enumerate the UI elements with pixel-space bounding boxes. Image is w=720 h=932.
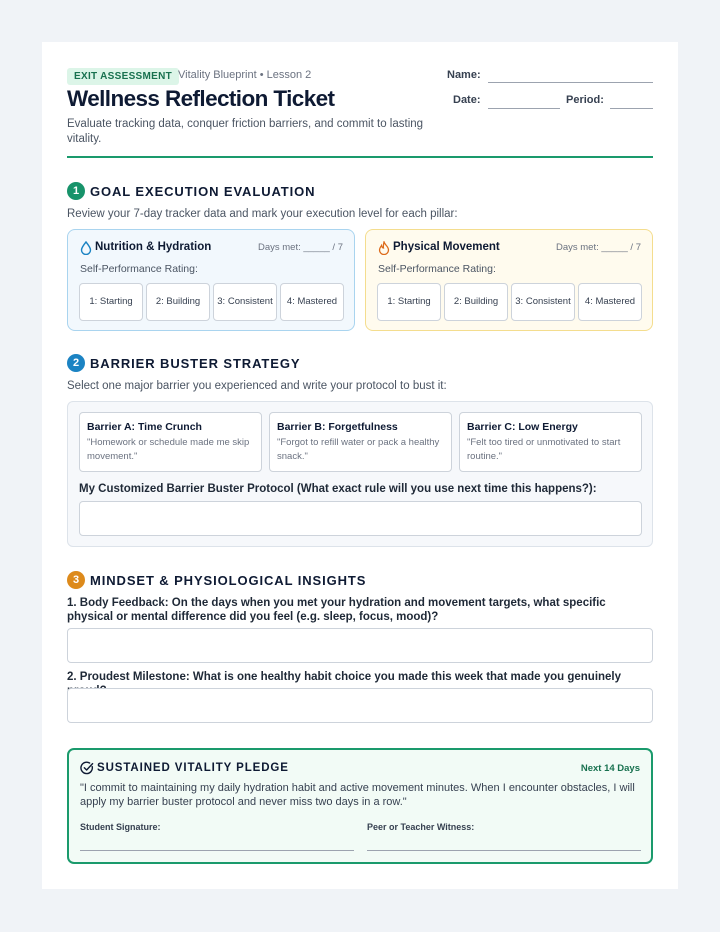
name-field[interactable]: [488, 82, 653, 83]
proudest-milestone-input[interactable]: [67, 688, 653, 723]
rating-label: Self-Performance Rating:: [378, 263, 496, 275]
water-drop-icon: [80, 241, 92, 255]
vitality-pledge: [67, 748, 653, 864]
barrier-option-low-energy[interactable]: [459, 412, 642, 472]
rating-option-building[interactable]: 2: Building: [444, 283, 508, 321]
section-title: GOAL EXECUTION EVALUATION: [90, 184, 316, 199]
body-feedback-input[interactable]: [67, 628, 653, 663]
period-field[interactable]: [610, 108, 653, 109]
barrier-title: Barrier A: Time Crunch: [87, 421, 202, 433]
exit-assessment-badge: EXIT ASSESSMENT: [67, 68, 179, 85]
section-title: MINDSET & PHYSIOLOGICAL INSIGHTS: [90, 573, 367, 588]
name-label: Name:: [447, 69, 481, 81]
pledge-text: "I commit to maintaining my daily hydration habit and active movement minutes. When I encounter obstacles, I will apply my barrier buster protocol and never miss two days in a row.": [80, 782, 635, 808]
page-description: Evaluate tracking data, conquer friction barriers, and commit to lasting vitality.: [67, 118, 424, 145]
barrier-panel: [67, 401, 653, 547]
days-met[interactable]: Days met: _____ / 7: [555, 242, 641, 253]
date-field[interactable]: [488, 108, 560, 109]
lesson-subtitle: Vitality Blueprint • Lesson 2: [178, 69, 312, 81]
barrier-description: "Forgot to refill water or pack a healthy snack.": [277, 437, 440, 462]
protocol-prompt: My Customized Barrier Buster Protocol (What exact rule will you use next time this happens?):: [79, 483, 597, 495]
rating-option-mastered[interactable]: 4: Mastered: [280, 283, 344, 321]
step-number-1: 1: [67, 182, 85, 200]
rating-option-consistent[interactable]: 3: Consistent: [213, 283, 277, 321]
rating-option-consistent[interactable]: 3: Consistent: [511, 283, 575, 321]
barrier-option-forgetfulness[interactable]: [269, 412, 452, 472]
days-met[interactable]: Days met: _____ / 7: [257, 242, 343, 253]
barrier-description: "Homework or schedule made me skip movement.": [87, 437, 250, 462]
pillar-name: Physical Movement: [393, 241, 500, 253]
section-subtitle: Review your 7-day tracker data and mark your execution level for each pillar:: [67, 208, 458, 220]
question-proudest-milestone: 2. Proudest Milestone: What is one healthy habit choice you made this week that made you genuinely: [67, 671, 622, 683]
barrier-title: Barrier B: Forgetfulness: [277, 421, 398, 433]
barrier-title: Barrier C: Low Energy: [467, 421, 578, 433]
student-signature-label: Student Signature:: [80, 822, 161, 832]
worksheet-page: [42, 42, 678, 889]
witness-signature-label: Peer or Teacher Witness:: [367, 822, 475, 832]
step-number-2: 2: [67, 354, 85, 372]
date-label: Date:: [453, 94, 481, 106]
protocol-input[interactable]: [79, 501, 642, 536]
page-title: Wellness Reflection Ticket: [67, 86, 335, 111]
section-title: BARRIER BUSTER STRATEGY: [90, 356, 301, 371]
rating-label: Self-Performance Rating:: [80, 263, 198, 275]
header: [67, 66, 653, 158]
student-signature-field[interactable]: [80, 850, 354, 851]
rating-option-mastered[interactable]: 4: Mastered: [578, 283, 642, 321]
section-subtitle: Select one major barrier you experienced and write your protocol to bust it:: [67, 380, 447, 392]
question-body-feedback: 1. Body Feedback: On the days when you met your hydration and movement targets, what specific physical or mental difference did you feel (e.g. sleep, focus, mood)?: [67, 597, 606, 623]
period-label: Period:: [566, 94, 604, 106]
pillar-nutrition-hydration: [67, 229, 355, 331]
step-number-3: 3: [67, 571, 85, 589]
rating-option-building[interactable]: 2: Building: [146, 283, 210, 321]
witness-signature-field[interactable]: [367, 850, 641, 851]
pillar-physical-movement: [365, 229, 653, 331]
pillar-name: Nutrition & Hydration: [95, 241, 212, 253]
barrier-description: "Felt too tired or unmotivated to start routine.": [467, 437, 621, 462]
flame-icon: [378, 241, 390, 255]
rating-option-starting[interactable]: 1: Starting: [377, 283, 441, 321]
check-circle-icon: [80, 761, 94, 775]
rating-option-starting[interactable]: 1: Starting: [79, 283, 143, 321]
pledge-duration: Next 14 Days: [580, 763, 640, 774]
barrier-option-time-crunch[interactable]: [79, 412, 262, 472]
pledge-title: SUSTAINED VITALITY PLEDGE: [97, 762, 289, 774]
